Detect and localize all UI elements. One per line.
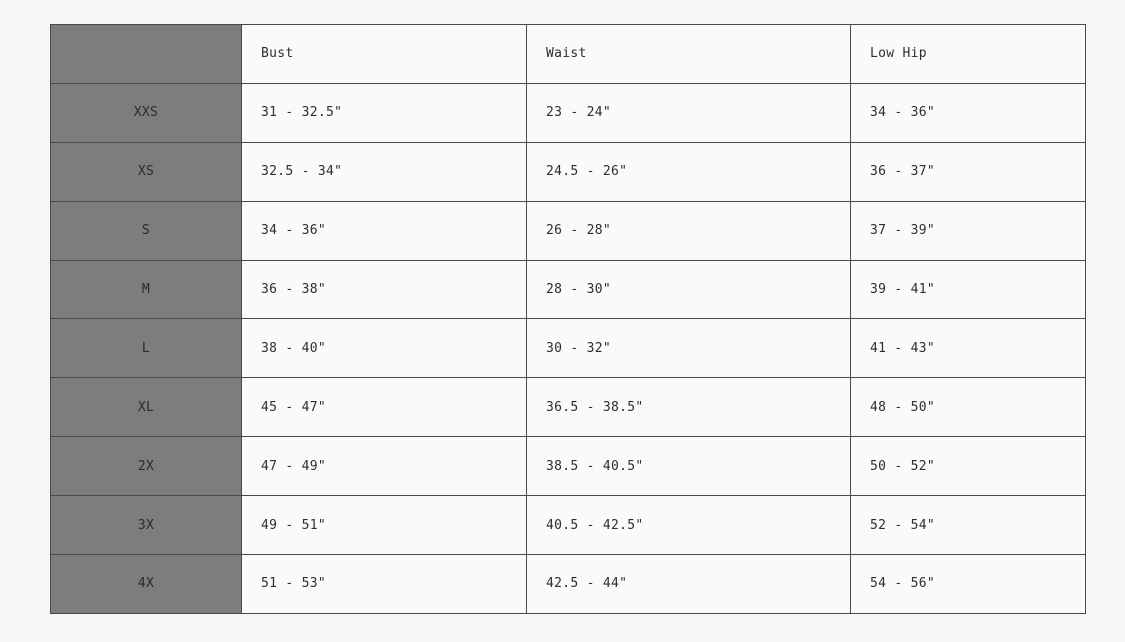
bust-value: 31 - 32.5" <box>242 83 527 142</box>
low-hip-value: 37 - 39" <box>851 201 1086 260</box>
size-label: XS <box>51 142 242 201</box>
low-hip-value: 36 - 37" <box>851 142 1086 201</box>
bust-value: 38 - 40" <box>242 319 527 378</box>
size-label: 3X <box>51 496 242 555</box>
bust-value: 32.5 - 34" <box>242 142 527 201</box>
low-hip-value: 50 - 52" <box>851 437 1086 496</box>
header-waist: Waist <box>527 25 851 84</box>
waist-value: 42.5 - 44" <box>527 555 851 614</box>
waist-value: 23 - 24" <box>527 83 851 142</box>
header-low-hip: Low Hip <box>851 25 1086 84</box>
bust-value: 45 - 47" <box>242 378 527 437</box>
size-label: XXS <box>51 83 242 142</box>
size-label: M <box>51 260 242 319</box>
size-label: L <box>51 319 242 378</box>
low-hip-value: 48 - 50" <box>851 378 1086 437</box>
size-chart-table <box>50 24 1086 614</box>
table-row <box>51 142 1086 201</box>
table-row <box>51 555 1086 614</box>
table-row <box>51 83 1086 142</box>
low-hip-value: 54 - 56" <box>851 555 1086 614</box>
waist-value: 30 - 32" <box>527 319 851 378</box>
table-row <box>51 260 1086 319</box>
table-row <box>51 378 1086 437</box>
waist-value: 28 - 30" <box>527 260 851 319</box>
low-hip-value: 52 - 54" <box>851 496 1086 555</box>
size-label: XL <box>51 378 242 437</box>
header-corner-cell <box>51 25 242 84</box>
bust-value: 34 - 36" <box>242 201 527 260</box>
table-row <box>51 437 1086 496</box>
table-row <box>51 319 1086 378</box>
low-hip-value: 41 - 43" <box>851 319 1086 378</box>
waist-value: 24.5 - 26" <box>527 142 851 201</box>
bust-value: 51 - 53" <box>242 555 527 614</box>
low-hip-value: 39 - 41" <box>851 260 1086 319</box>
bust-value: 47 - 49" <box>242 437 527 496</box>
waist-value: 26 - 28" <box>527 201 851 260</box>
size-label: S <box>51 201 242 260</box>
table-header-row <box>51 25 1086 84</box>
waist-value: 36.5 - 38.5" <box>527 378 851 437</box>
header-bust: Bust <box>242 25 527 84</box>
bust-value: 36 - 38" <box>242 260 527 319</box>
size-label: 4X <box>51 555 242 614</box>
waist-value: 40.5 - 42.5" <box>527 496 851 555</box>
low-hip-value: 34 - 36" <box>851 83 1086 142</box>
waist-value: 38.5 - 40.5" <box>527 437 851 496</box>
size-label: 2X <box>51 437 242 496</box>
table-row <box>51 496 1086 555</box>
bust-value: 49 - 51" <box>242 496 527 555</box>
table-row <box>51 201 1086 260</box>
